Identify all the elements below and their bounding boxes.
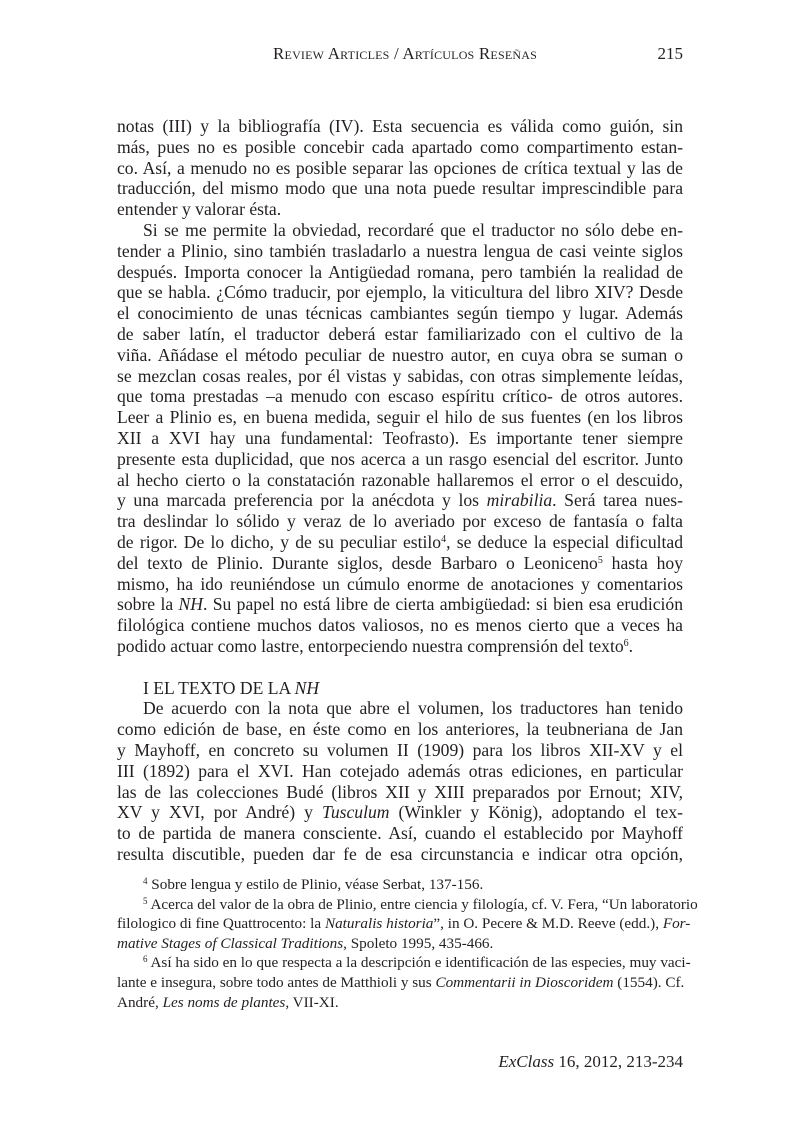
text-line	[117, 657, 683, 678]
text-run: Si se me permite la obviedad, recordaré que el traductor no sólo debe en-	[143, 219, 683, 240]
footnote-marker: 4	[143, 876, 148, 886]
text-run: resulta discutible, pueden dar fe de esa circunstancia e indicar otra opción,	[117, 843, 683, 864]
text-run: André,	[117, 993, 163, 1011]
text-line	[117, 449, 683, 470]
journal-name: ExClass	[498, 1052, 555, 1071]
italic-text: NH	[178, 594, 203, 615]
text-line	[117, 740, 683, 761]
text-run: al hecho cierto o la constatación razonable hallaremos el error o el descuido,	[117, 469, 683, 490]
text-run: más, pues no es posible concebir cada apartado como compartimento estan-	[117, 136, 683, 157]
text-run: filológica contiene muchos datos valiosos, no es menos cierto que a veces ha	[117, 615, 683, 636]
text-run: (Winkler y König), adoptando el tex-	[389, 802, 683, 823]
running-title: Review Articles / Artículos Reseñas	[273, 44, 537, 63]
text-line	[117, 782, 683, 803]
text-run: las de las colecciones Budé (libros XII y XIII preparados por Ernout; XIV,	[117, 781, 683, 802]
text-line	[117, 719, 683, 740]
footnote-line	[117, 875, 683, 895]
text-run: Sobre lengua y estilo de Plinio, véase Serbat, 137-156.	[147, 876, 484, 893]
text-run: .	[628, 635, 634, 656]
text-line	[117, 594, 683, 615]
text-line	[117, 823, 683, 844]
text-run: y Mayhoff, en concreto su volumen II (1909) para los libros XII-XV y el	[117, 739, 683, 760]
text-line	[117, 698, 683, 719]
text-run: sobre la	[117, 594, 179, 615]
italic-text: For-	[662, 915, 691, 933]
text-run: lante e insegura, sobre todo antes de Matthioli y sus	[117, 973, 436, 991]
text-run: que se habla. ¿Cómo traducir, por ejemplo, la viticultura del libro XIV? Desde	[117, 282, 683, 303]
italic-text: Commentarii in Dioscoridem	[435, 973, 614, 991]
text-run: traducción, del mismo modo que una nota puede resultar imprescindible para	[117, 178, 683, 199]
text-run: (1554). Cf.	[613, 973, 685, 991]
footnotes	[117, 875, 698, 1012]
text-run: podido actuar como lastre, entorpeciendo nuestra comprensión del texto	[117, 635, 624, 656]
text-line	[117, 199, 683, 220]
text-run: entender y valorar ésta.	[117, 199, 282, 220]
text-line	[117, 532, 683, 553]
text-line	[117, 324, 683, 345]
text-run: del texto de Plinio. Durante siglos, desde Barbaro o Leoniceno	[117, 552, 598, 573]
text-run: XV y XVI, por André) y	[117, 802, 322, 823]
footnote-line	[117, 953, 691, 973]
text-run: to de partida de manera consciente. Así, cuando el establecido por Mayhoff	[117, 823, 683, 844]
text-run: VII-XI.	[289, 993, 339, 1011]
text-run: tender a Plinio, sino también trasladarlo a nuestra lengua de casi veinte siglos	[117, 240, 683, 261]
text-run: después. Importa conocer la Antigüedad romana, pero también la realidad de	[117, 261, 683, 282]
text-run: notas (III) y la bibliografía (IV). Esta secuencia es válida como guión, sin	[117, 116, 683, 136]
text-run: I EL TEXTO DE LA	[143, 677, 295, 698]
footer-citation	[498, 1052, 683, 1072]
italic-text: NH	[294, 677, 320, 698]
text-run: se mezclan cosas reales, por él vistas y sabidas, con otras simplemente leídas,	[117, 365, 683, 386]
text-run: , se deduce la especial dificultad	[446, 531, 683, 552]
footnote-marker: 6	[143, 954, 148, 965]
running-header	[117, 44, 683, 68]
text-line	[117, 386, 683, 407]
page-number: 215	[657, 44, 683, 63]
footnote-marker: 5	[597, 554, 603, 566]
text-run: mismo, ha ido reuniéndose un cúmulo enorme de anotaciones y comentarios	[117, 573, 683, 594]
text-run: como edición de base, en éste como en los anteriores, la teubneriana de Jan	[117, 719, 683, 740]
text-run: . Será tarea nues-	[552, 490, 684, 511]
footnote-line	[117, 934, 683, 954]
footnote-marker: 6	[623, 637, 629, 649]
text-run: el conocimiento de unas técnicas cambiantes según tiempo y lugar. Además	[117, 303, 683, 324]
italic-text: Naturalis historia	[324, 915, 434, 933]
text-line	[117, 407, 683, 428]
text-run: tra deslindar lo sólido y veraz de lo averiado por exceso de fantasía o falta	[117, 511, 683, 532]
text-line	[117, 553, 683, 574]
text-run: que toma prestadas –a menudo con escaso espíritu crítico- de otros autores.	[117, 386, 683, 407]
text-run: Acerca del valor de la obra de Plinio, entre ciencia y filología, cf. V. Fera, “Un laboratorio	[147, 895, 698, 913]
text-run: co. Así, a menudo no es posible separar las opciones de crítica textual y las de	[117, 157, 683, 178]
text-line	[117, 262, 683, 283]
text-line	[117, 303, 683, 324]
text-line	[117, 178, 683, 199]
text-run: De acuerdo con la nota que abre el volumen, los traductores han tenido	[143, 698, 683, 719]
text-run: de rigor. De lo dicho, y de su peculiar estilo	[117, 531, 442, 552]
footnote-marker: 4	[441, 533, 447, 545]
text-run: filologico di fine Quattrocento: la	[117, 915, 325, 933]
text-line	[117, 844, 683, 865]
text-line	[117, 636, 683, 657]
text-line	[117, 678, 683, 699]
text-line	[117, 137, 683, 158]
italic-text: Tusculum	[322, 802, 390, 823]
text-run: de saber latín, el traductor deberá estar familiarizado con el cultivo de la	[117, 323, 683, 344]
text-run: Leer a Plinio es, en buena medida, seguir el hilo de sus fuentes (en los libros	[117, 407, 683, 428]
footnote-marker: 5	[143, 895, 148, 906]
text-line	[117, 470, 683, 491]
italic-text: mirabilia	[486, 490, 553, 511]
text-line	[117, 241, 683, 262]
text-line	[117, 345, 683, 366]
italic-text: mative Stages of Classical Traditions	[117, 934, 344, 952]
text-run: hasta hoy	[602, 552, 684, 573]
footnote-line	[117, 914, 691, 934]
text-line	[117, 428, 683, 449]
text-line	[117, 116, 683, 137]
text-line	[117, 761, 683, 782]
text-line	[117, 282, 683, 303]
text-line	[117, 490, 683, 511]
text-line	[117, 158, 683, 179]
text-line	[117, 366, 683, 387]
footnote-line	[117, 895, 698, 915]
text-run: viña. Añádase el método peculiar de nuestro autor, en cuya obra se suman o	[117, 344, 683, 365]
text-run: XII a XVI hay una fundamental: Teofrasto). Es importante tener siempre	[117, 427, 683, 448]
citation-details: 16, 2012, 213-234	[554, 1052, 683, 1071]
italic-text: Les noms de plantes,	[162, 993, 290, 1011]
text-line	[117, 511, 683, 532]
footnote-line	[117, 993, 683, 1013]
text-run: y una marcada preferencia por la anécdota y los	[117, 490, 487, 511]
text-run: Así ha sido en lo que respecta a la descripción e identificación de las especies, muy vaci-	[147, 954, 691, 972]
text-run: . Su papel no está libre de cierta ambigüedad: si bien esa erudición	[202, 594, 683, 615]
body-text	[117, 116, 683, 865]
text-run: presente esta duplicidad, que nos acerca a un rasgo esencial del escritor. Junto	[117, 448, 683, 469]
text-run: III (1892) para el XVI. Han cotejado además otras ediciones, en particular	[117, 760, 683, 781]
text-line	[117, 802, 683, 823]
text-line	[117, 615, 683, 636]
footnote-line	[117, 973, 683, 993]
text-run: ”, in O. Pecere & M.D. Reeve (edd.),	[433, 915, 663, 933]
text-line	[117, 220, 683, 241]
text-line	[117, 574, 683, 595]
text-run: , Spoleto 1995, 435-466.	[343, 934, 494, 952]
